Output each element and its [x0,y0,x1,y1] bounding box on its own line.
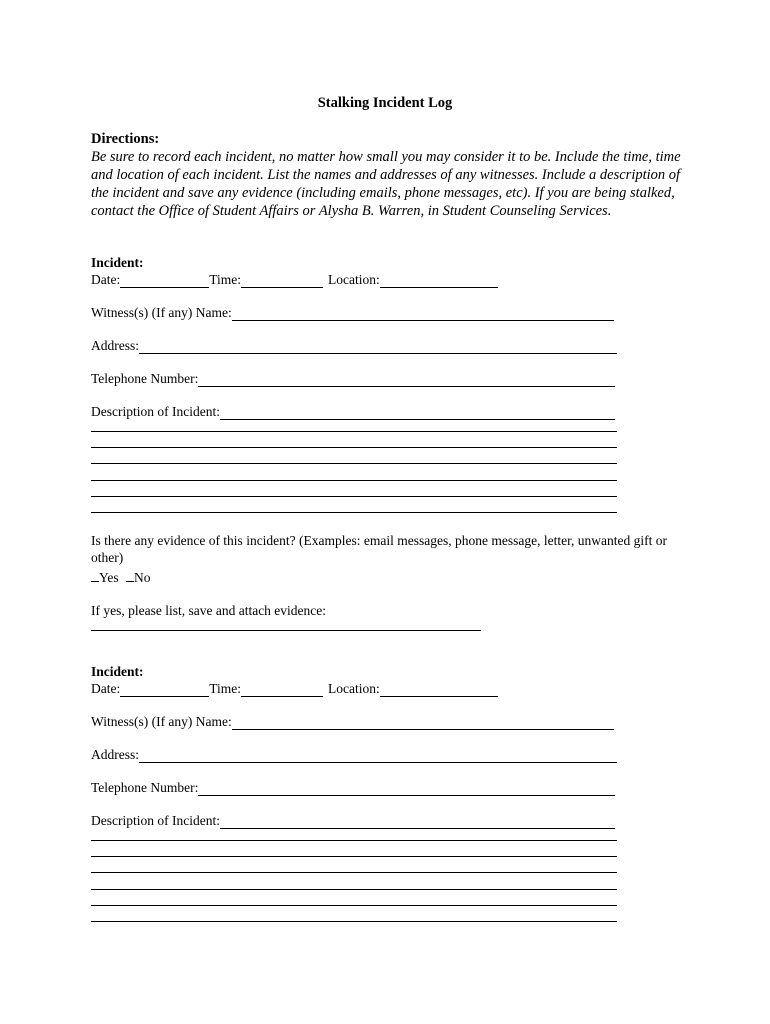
witness-field[interactable] [232,306,614,321]
incident-heading: Incident: [91,664,144,679]
description-line[interactable] [91,856,617,857]
directions-text: Be sure to record each incident, no matter how small you may consider it to be. Include the time, time and location of each incident. List the names and addresses of any witnesses. Include a description of the incident and save any evidence (including emails, phone messages, etc). If you are being stalked, contact the Office of Student Affairs or Alysha B. Warren, in Student Counseling Services. [91,149,681,219]
description-label: Description of Incident: [91,404,220,419]
yes-no-options [91,569,151,586]
description-line[interactable] [91,496,617,497]
incident-section-1 [91,255,621,419]
location-field[interactable] [380,682,498,697]
witness-label: Witness(s) (If any) Name: [91,714,232,729]
witness-field[interactable] [232,715,614,730]
time-label: Time: [209,681,242,696]
description-line[interactable] [91,480,617,481]
no-checkbox[interactable] [126,569,134,582]
description-line[interactable] [91,431,617,432]
description-line[interactable] [91,463,617,464]
telephone-label: Telephone Number: [91,780,199,795]
address-row [91,746,617,763]
address-field[interactable] [139,339,617,354]
address-field[interactable] [139,748,617,763]
witness-row [91,713,614,730]
telephone-label: Telephone Number: [91,371,199,386]
page-title: Stalking Incident Log [317,95,453,111]
telephone-row [91,779,615,796]
witness-row [91,304,614,321]
description-line[interactable] [91,872,617,873]
time-field[interactable] [241,682,323,697]
time-label: Time: [209,272,242,287]
date-label: Date: [91,681,121,696]
telephone-row [91,370,615,387]
directions-heading: Directions: [91,131,160,147]
witness-label: Witness(s) (If any) Name: [91,305,232,320]
location-label: Location: [328,681,380,696]
evidence-question: Is there any evidence of this incident? (Examples: email messages, phone message, letter, unwanted gift or other) [91,533,668,565]
attach-evidence-line[interactable] [91,630,481,631]
no-label: No [134,570,151,585]
description-field[interactable] [220,814,615,829]
attach-evidence-label: If yes, please list, save and attach evidence: [91,603,327,618]
date-field[interactable] [120,273,209,288]
date-time-location-row [91,271,498,288]
description-label: Description of Incident: [91,813,220,828]
address-row [91,337,617,354]
address-label: Address: [91,747,139,762]
description-field[interactable] [220,405,615,420]
incident-heading: Incident: [91,255,144,270]
date-field[interactable] [120,682,209,697]
telephone-field[interactable] [198,372,615,387]
description-line[interactable] [91,447,617,448]
description-line[interactable] [91,512,617,513]
description-line[interactable] [91,840,617,841]
description-line[interactable] [91,889,617,890]
description-line[interactable] [91,905,617,906]
location-label: Location: [328,272,380,287]
telephone-field[interactable] [198,781,615,796]
time-field[interactable] [241,273,323,288]
date-time-location-row [91,680,498,697]
yes-label: Yes [99,570,119,585]
date-label: Date: [91,272,121,287]
yes-checkbox[interactable] [91,569,99,582]
location-field[interactable] [380,273,498,288]
description-row [91,812,615,829]
address-label: Address: [91,338,139,353]
incident-section-2 [91,664,621,828]
description-line[interactable] [91,921,617,922]
description-row [91,403,615,420]
